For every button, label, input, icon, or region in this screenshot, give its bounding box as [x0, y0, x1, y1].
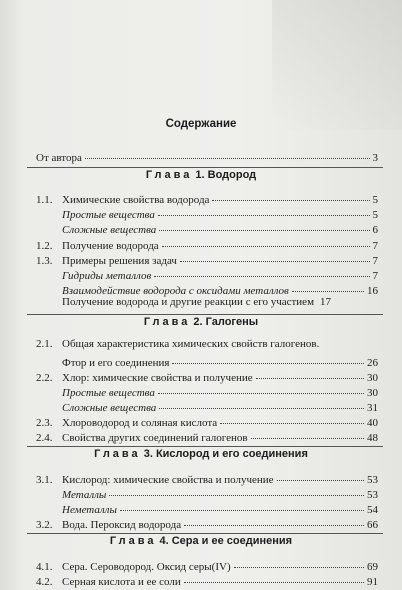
- toc-entry-text: Получение водорода: [62, 240, 159, 252]
- dot-leader: [158, 203, 370, 216]
- chapter-prefix: Глава: [94, 448, 141, 460]
- dot-leader: [184, 513, 364, 526]
- dot-leader: [256, 366, 364, 379]
- toc-entry-page: 7: [372, 240, 378, 252]
- toc-entry-page: 40: [367, 417, 378, 429]
- toc-entry-page: 53: [367, 474, 378, 486]
- toc-entry-text: Общая характеристика химических свойств галогенов.: [62, 338, 320, 350]
- toc-entry-text: Металлы: [62, 489, 107, 501]
- toc-entry-text: Фтор и его соединения: [62, 357, 170, 369]
- chapter-heading-1: [0, 169, 402, 181]
- dot-leader: [251, 426, 364, 439]
- dot-leader: [162, 234, 370, 247]
- toc-entry-page: 48: [367, 432, 378, 444]
- dot-leader: [154, 264, 369, 277]
- dot-leader: [220, 411, 364, 424]
- chapter-title: 1. Водород: [192, 169, 257, 181]
- toc-entry-text: От автора: [36, 152, 82, 164]
- toc-entry-text: Вода. Пероксид водорода: [62, 519, 182, 531]
- dot-leader: [109, 483, 364, 496]
- toc-entry-page: 17: [320, 296, 332, 308]
- dot-leader: [292, 279, 364, 292]
- toc-entry-page: 26: [367, 357, 378, 369]
- toc-entry-text: Кислород: химические свойства и получение: [62, 474, 274, 486]
- divider: [27, 533, 383, 534]
- page-title: Содержание: [165, 118, 237, 130]
- dot-leader: [277, 468, 364, 481]
- toc-entry: [36, 515, 378, 532]
- toc-entry-number: 1.3.: [36, 255, 53, 267]
- chapter-title: 3. Кислород и его соединения: [140, 448, 308, 460]
- toc-entry-page: 53: [367, 489, 378, 501]
- chapter-prefix: Глава: [143, 316, 191, 328]
- toc-entry-text: Примеры решения задач: [62, 255, 177, 267]
- toc-entry-text: Хлор: химические свойства и получение: [62, 372, 253, 384]
- chapter-heading-3: [0, 448, 402, 460]
- toc-entry-text: Химические свойства водорода: [62, 194, 210, 206]
- toc-entry-page: 5: [372, 194, 378, 206]
- toc-entry-page: 16: [367, 285, 378, 297]
- toc-entry-page: 54: [367, 504, 378, 516]
- toc-entry-text: Сера. Сероводород. Оксид серы(IV): [62, 561, 231, 573]
- chapter-heading-4: [0, 535, 402, 547]
- dot-leader: [85, 146, 370, 159]
- dot-leader: [180, 249, 370, 262]
- toc-entry-page: 91: [367, 576, 378, 588]
- divider: [27, 446, 383, 447]
- dot-leader: [159, 396, 364, 409]
- toc-entry-number: 1.2.: [36, 240, 53, 252]
- toc-entry-number: 2.3.: [36, 417, 53, 429]
- toc-entry-text: Серная кислота и ее соли: [62, 576, 181, 588]
- toc-entry-text: Свойства других соединений галогенов: [62, 432, 248, 444]
- toc-entry-page: 30: [367, 372, 378, 384]
- toc-entry-page: 31: [367, 402, 378, 414]
- toc-entry: [62, 296, 378, 309]
- toc-entry-text: Получение водорода и другие реакции с его участием: [62, 296, 315, 308]
- toc-entry-text: Хлороводород и соляная кислота: [62, 417, 218, 429]
- dot-leader: [234, 555, 364, 568]
- dot-leader: [172, 351, 364, 364]
- toc-entry-text: Сложные вещества: [62, 402, 157, 414]
- toc-entry-number: 4.2.: [36, 576, 53, 588]
- toc-entry-page: 3: [372, 152, 378, 164]
- toc-entry-text: Простые вещества: [62, 209, 155, 221]
- chapter-prefix: Глава: [145, 169, 193, 181]
- toc-entry-text: Гидриды металлов: [62, 270, 152, 282]
- toc-entry-page: 7: [372, 255, 378, 267]
- dot-leader: [159, 218, 369, 231]
- divider: [27, 314, 383, 315]
- dot-leader: [158, 381, 364, 394]
- chapter-prefix: Глава: [109, 535, 157, 547]
- chapter-heading-2: [0, 316, 402, 328]
- toc-entry: [36, 572, 378, 589]
- toc-entry-text: Сложные вещества: [62, 224, 157, 236]
- toc-entry-number: 1.1.: [36, 194, 53, 206]
- toc-entry-number: 3.1.: [36, 474, 53, 486]
- toc-entry-text: Неметаллы: [62, 504, 117, 516]
- chapter-title: 4. Сера и ее соединения: [156, 535, 293, 547]
- toc-entry-page: 30: [367, 387, 378, 399]
- toc-entry: [36, 338, 378, 351]
- dot-leader: [212, 188, 369, 201]
- toc-entry-preface: [36, 148, 378, 165]
- toc-entry-text: Простые вещества: [62, 387, 155, 399]
- toc-entry-page: 66: [367, 519, 378, 531]
- divider: [27, 167, 383, 168]
- toc-entry: [36, 428, 378, 445]
- chapter-title: 2. Галогены: [190, 316, 259, 328]
- toc-entry-number: 3.2.: [36, 519, 53, 531]
- dot-leader: [120, 498, 364, 511]
- toc-entry-page: 69: [367, 561, 378, 573]
- toc-entry-number: 4.1.: [36, 561, 53, 573]
- toc-entry-number: 2.4.: [36, 432, 53, 444]
- toc-entry-text: Взаимодействие водорода с оксидами металлов: [62, 285, 289, 297]
- dot-leader: [184, 570, 364, 583]
- toc-entry-page: 6: [372, 224, 378, 236]
- toc-entry-number: 2.2.: [36, 372, 53, 384]
- toc-entry-number: 2.1.: [36, 338, 53, 350]
- page-shadow: [272, 0, 402, 130]
- toc-entry-page: 5: [372, 209, 378, 221]
- toc-entry-page: 7: [372, 270, 378, 282]
